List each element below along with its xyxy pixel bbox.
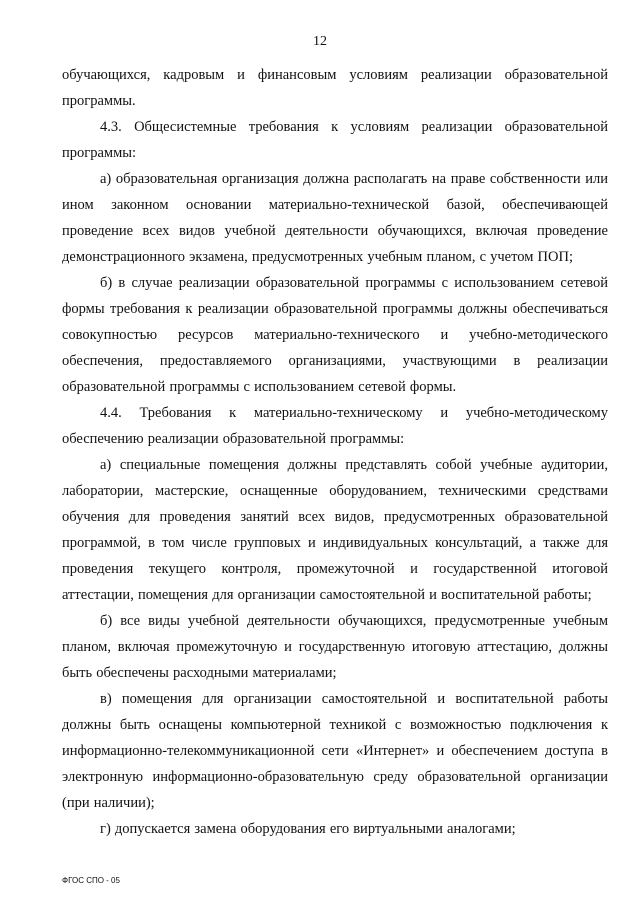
paragraph-4-4-g: г) допускается замена оборудования его виртуальными аналогами; [100, 821, 516, 837]
paragraph-4-4-heading: 4.4. Требования к материально-техническому и учебно-методическому обеспечению реализации образовательной программы: [62, 405, 608, 447]
page-footer: ФГОС СПО - 05 [62, 876, 120, 885]
paragraph-4-4-b: б) все виды учебной деятельности обучающихся, предусмотренные учебным планом, включая промежуточную и государственную итоговую аттестацию, должны быть обеспечены расходными материалами; [62, 613, 608, 681]
paragraph-4-3-heading: 4.3. Общесистемные требования к условиям реализации образовательной программы: [62, 119, 608, 161]
paragraph-4-3-a: а) образовательная организация должна располагать на праве собственности или ином законном основании материально-технической базой, обеспечивающей проведение всех видов учебной деятельности обучающихся, включая проведение демонстрационного экзамена, предусмотренных учебным планом, с учетом ПОП; [62, 171, 608, 265]
paragraph-4-4-a: а) специальные помещения должны представлять собой учебные аудитории, лаборатории, мастерские, оснащенные оборудованием, техническими средствами обучения для проведения занятий всех видов, предусмотренных образовательной программой, в том числе групповых и индивидуальных консультаций, а также для проведения текущего контроля, промежуточной и государственной итоговой аттестации, помещения для организации самостоятельной и воспитательной работы; [62, 457, 608, 603]
page-number: 12 [313, 34, 327, 49]
document-body [62, 62, 608, 842]
paragraph-continuation: обучающихся, кадровым и финансовым условиям реализации образовательной программы. [62, 67, 608, 109]
paragraph-4-4-v: в) помещения для организации самостоятельной и воспитательной работы должны быть оснащены компьютерной техникой с возможностью подключения к информационно-телекоммуникационной сети «Интернет» и обеспечением доступа в электронную информационно-образовательную среду образовательной организации (при наличии); [62, 691, 608, 811]
paragraph-4-3-b: б) в случае реализации образовательной программы с использованием сетевой формы требования к реализации образовательной программы должны обеспечиваться совокупностью ресурсов материально-технического и учебно-методического обеспечения, предоставляемого организациями, участвующими в реализации образовательной программы с использованием сетевой формы. [62, 275, 608, 395]
